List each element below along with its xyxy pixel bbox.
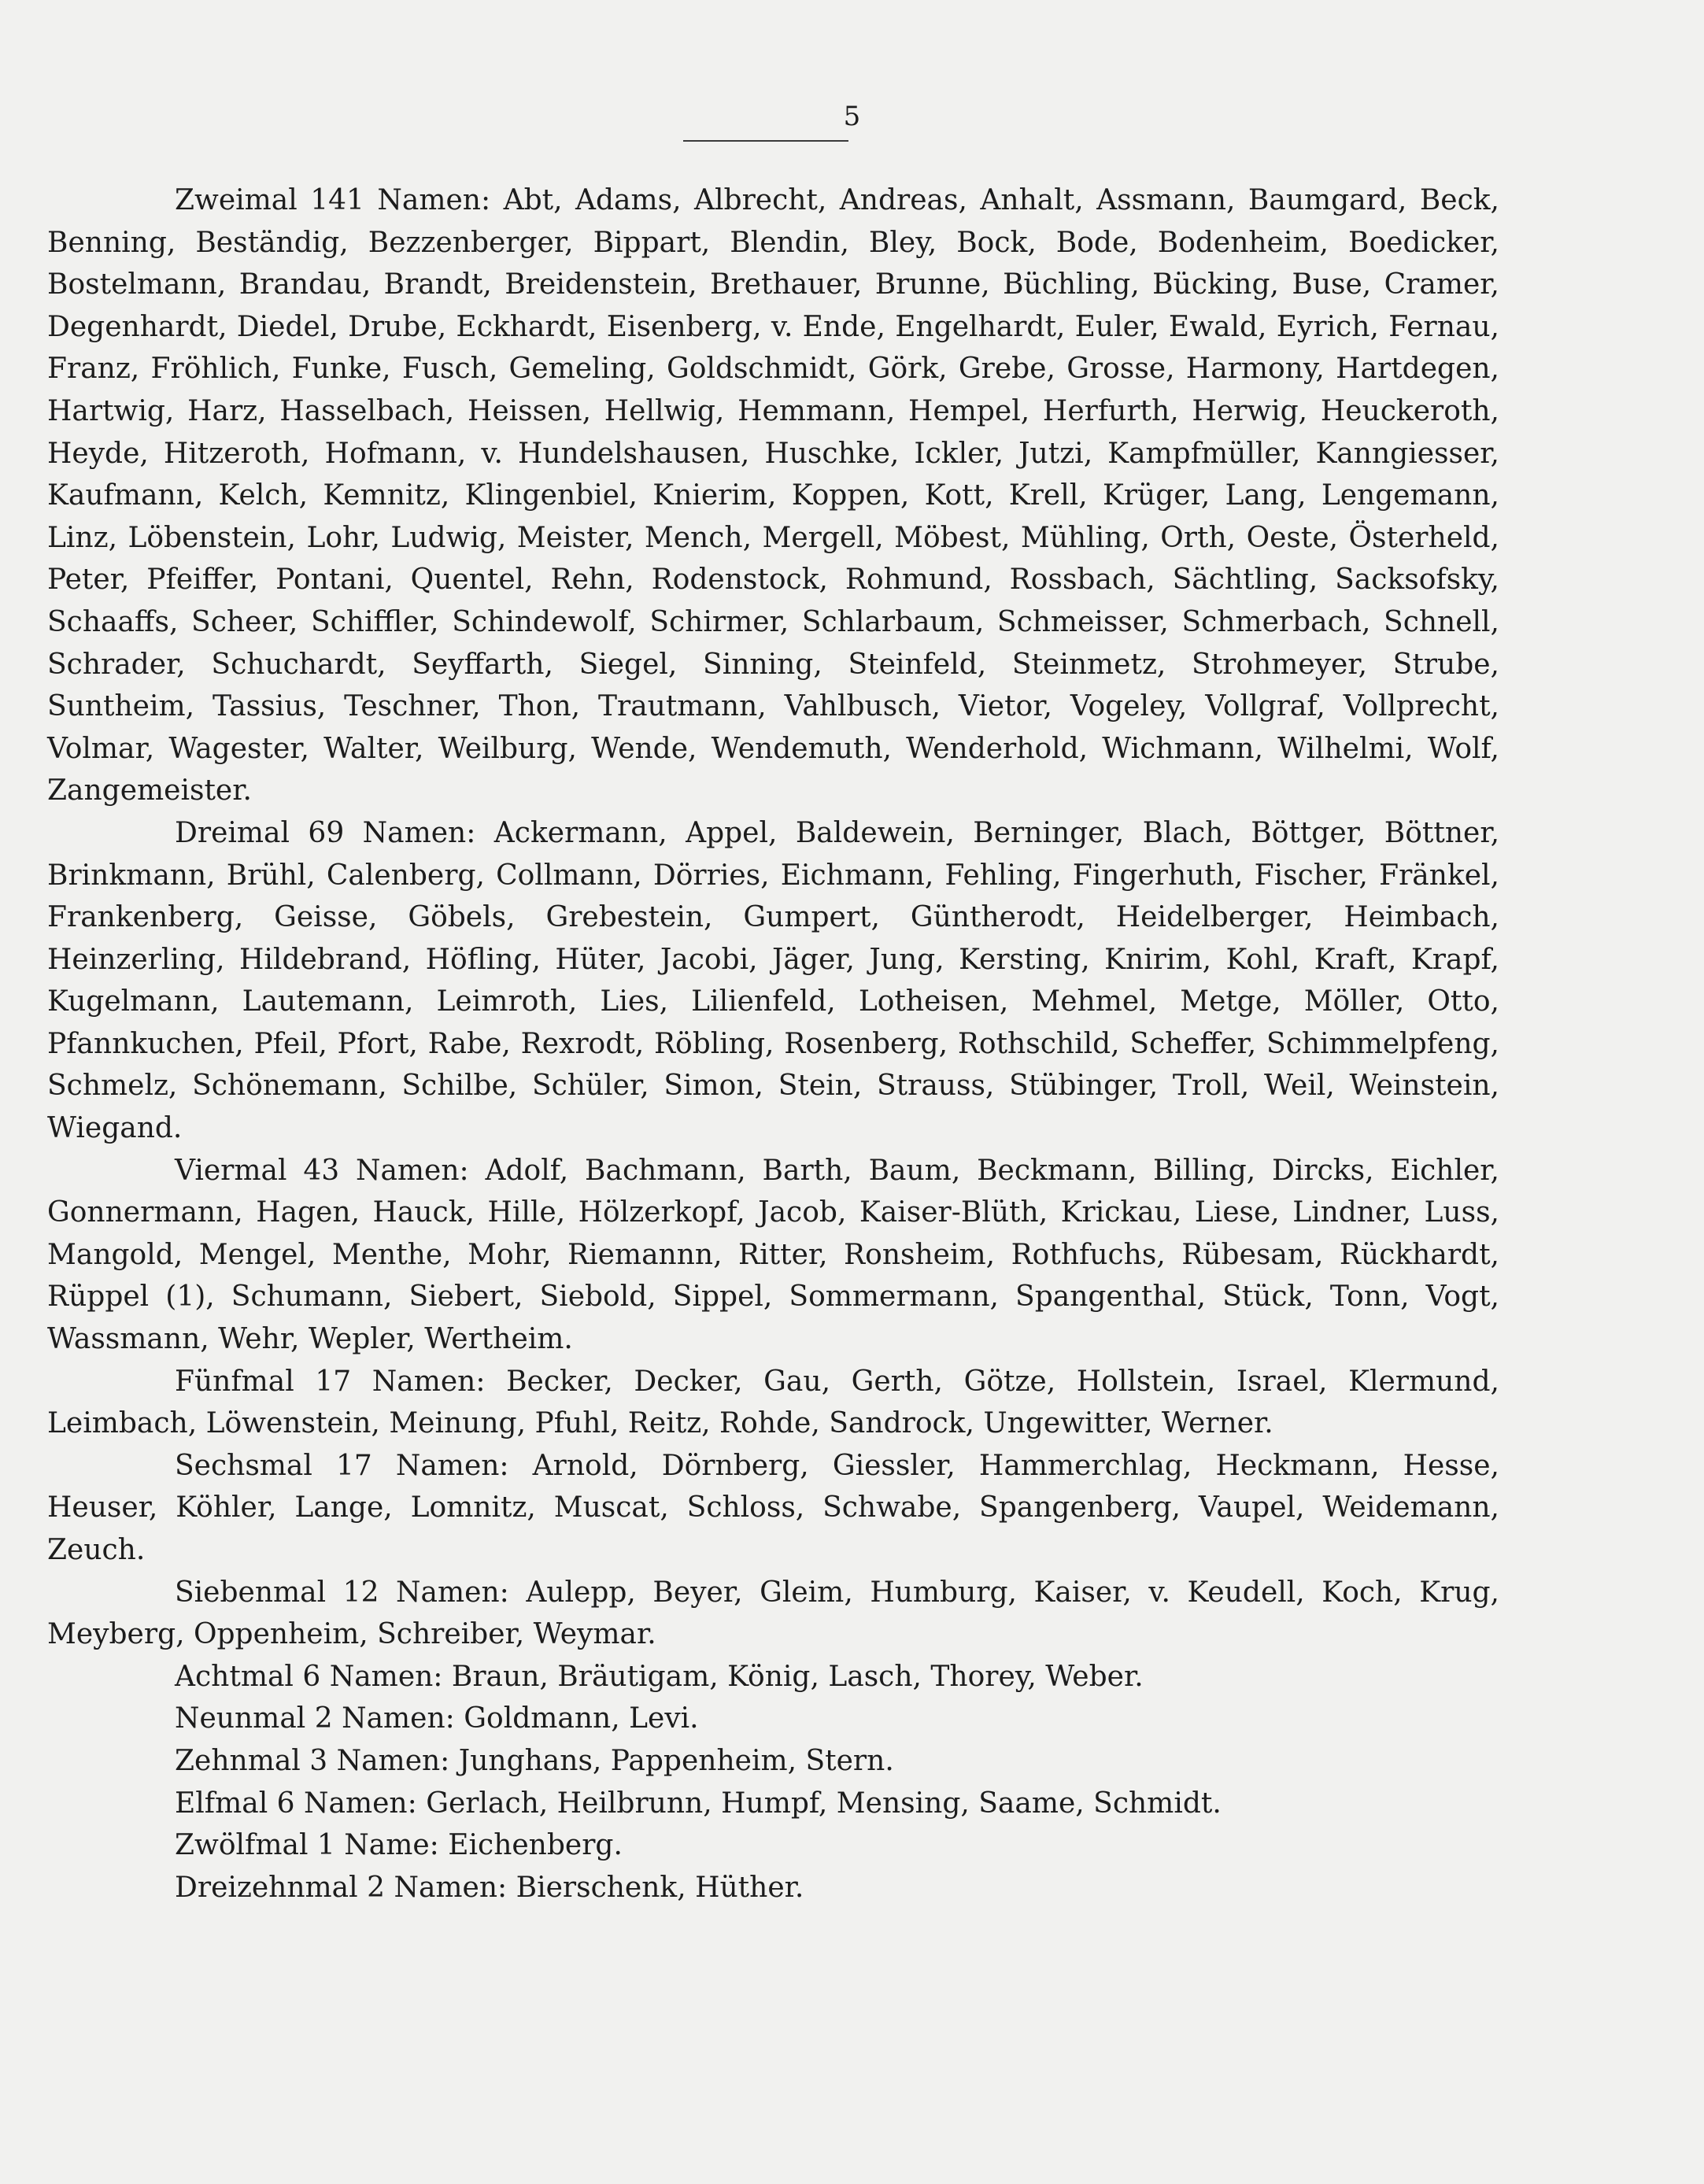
entry-fuenfmal [47, 1361, 1499, 1445]
header-rule [683, 140, 848, 142]
entry-dreimal [47, 812, 1499, 1150]
entry-zehnmal [47, 1740, 1499, 1783]
entry-head: Neunmal 2 Namen: [175, 1702, 455, 1735]
entry-names: Abt, Adams, Albrecht, Andreas, Anhalt, Assmann, Baumgard, Beck, Benning, Beständig, Bezzenberger, Bippart, Blendin, Bley, Bock, Bode, Bodenheim, Boedicker, Bostelmann, Brandau, Brandt, Breidenstein, Brethauer, Brunne, Büchling, Bücking, Buse, Cramer, Degenhardt, Diedel, Drube, Eckhardt, Eisenberg, v. Ende, Engelhardt, Euler, Ewald, Eyrich, Fernau, Franz, Fröhlich, Funke, Fusch, Gemeling, Goldschmidt, Görk, Grebe, Grosse, Harmony, Hartdegen, Hartwig, Harz, Hasselbach, Heissen, Hellwig, Hemmann, Hempel, Herfurth, Herwig, Heuckeroth, Heyde, Hitzeroth, Hofmann, v. Hundelshausen, Huschke, Ickler, Jutzi, Kampfmüller, Kanngiesser, Kaufmann, Kelch, Kemnitz, Klingenbiel, Knierim, Koppen, Kott, Krell, Krüger, Lang, Lengemann, Linz, Löbenstein, Lohr, Ludwig, Meister, Mench, Mergell, Möbest, Mühling, Orth, Oeste, Österheld, Peter, Pfeiffer, Pontani, Quentel, Rehn, Rodenstock, Rohmund, Rossbach, Sächtling, Sacksofsky, Schaaffs, Scheer, Schiffler, Schindewolf, Schirmer, Schlarbaum, Schmeisser, Schmerbach, Schnell, Schrader, Schuchardt, Seyffarth, Siegel, Sinning, Steinfeld, Steinmetz, Strohmeyer, Strube, Suntheim, Tassius, Teschner, Thon, Trautmann, Vahlbusch, Vietor, Vogeley, Vollgraf, Vollprecht, Volmar, Wagester, Walter, Weilburg, Wende, Wendemuth, Wenderhold, Wichmann, Wilhelmi, Wolf, Zangemeister. [47, 184, 1499, 807]
entry-head: Zweimal 141 Namen: [175, 184, 491, 216]
entry-head: Elfmal 6 Namen: [175, 1787, 417, 1820]
entry-elfmal [47, 1783, 1499, 1825]
entry-zweimal [47, 179, 1499, 812]
entry-sechsmal [47, 1445, 1499, 1572]
entry-names: Gerlach, Heilbrunn, Humpf, Mensing, Saame, Schmidt. [426, 1787, 1222, 1820]
page-number: 5 [843, 101, 861, 132]
entry-names: Braun, Bräutigam, König, Lasch, Thorey, Weber. [451, 1660, 1144, 1693]
entry-head: Siebenmal 12 Namen: [175, 1576, 509, 1609]
name-list [47, 179, 1499, 1909]
entry-names: Junghans, Pappenheim, Stern. [458, 1744, 894, 1777]
entry-names: Goldmann, Levi. [464, 1702, 699, 1735]
entry-dreizehnmal [47, 1867, 1499, 1909]
entry-head: Achtmal 6 Namen: [175, 1660, 443, 1693]
entry-names: Arnold, Dörnberg, Giessler, Hammerchlag, Heckmann, Hesse, Heuser, Köhler, Lange, Lomnitz, Muscat, Schloss, Schwabe, Spangenberg, Vaupel, Weidemann, Zeuch. [47, 1449, 1499, 1566]
entry-head: Dreizehnmal 2 Namen: [175, 1871, 508, 1904]
entry-head: Fünfmal 17 Namen: [175, 1365, 486, 1398]
entry-names: Eichenberg. [448, 1829, 623, 1862]
entry-head: Dreimal 69 Namen: [175, 816, 476, 849]
entry-names: Aulepp, Beyer, Gleim, Humburg, Kaiser, v. Keudell, Koch, Krug, Meyberg, Oppenheim, Schreiber, Weymar. [47, 1576, 1500, 1651]
entry-siebenmal [47, 1572, 1499, 1656]
entry-head: Zehnmal 3 Namen: [175, 1744, 450, 1777]
entry-names: Becker, Decker, Gau, Gerth, Götze, Hollstein, Israel, Klermund, Leimbach, Löwenstein, Meinung, Pfuhl, Reitz, Rohde, Sandrock, Ungewitter, Werner. [47, 1365, 1499, 1440]
entry-neunmal [47, 1698, 1499, 1740]
entry-head: Zwölfmal 1 Name: [175, 1829, 439, 1862]
entry-head: Viermal 43 Namen: [175, 1154, 469, 1187]
entry-names: Bierschenk, Hüther. [516, 1871, 804, 1904]
entry-viermal [47, 1150, 1499, 1361]
entry-achtmal [47, 1656, 1499, 1698]
entry-head: Sechsmal 17 Namen: [175, 1449, 509, 1482]
entry-names: Ackermann, Appel, Baldewein, Berninger, Blach, Böttger, Böttner, Brinkmann, Brühl, Calenberg, Collmann, Dörries, Eichmann, Fehling, Fingerhuth, Fischer, Fränkel, Frankenberg, Geisse, Göbels, Grebestein, Gumpert, Güntherodt, Heidelberger, Heimbach, Heinzerling, Hildebrand, Höfling, Hüter, Jacobi, Jäger, Jung, Kersting, Knirim, Kohl, Kraft, Krapf, Kugelmann, Lautemann, Leimroth, Lies, Lilienfeld, Lotheisen, Mehmel, Metge, Möller, Otto, Pfannkuchen, Pfeil, Pfort, Rabe, Rexrodt, Röbling, Rosenberg, Rothschild, Scheffer, Schimmelpfeng, Schmelz, Schönemann, Schilbe, Schüler, Simon, Stein, Strauss, Stübinger, Troll, Weil, Weinstein, Wiegand. [47, 816, 1500, 1145]
entry-names: Adolf, Bachmann, Barth, Baum, Beckmann, Billing, Dircks, Eichler, Gonnermann, Hagen, Hauck, Hille, Hölzerkopf, Jacob, Kaiser-Blüth, Krickau, Liese, Lindner, Luss, Mangold, Mengel, Menthe, Mohr, Riemannn, Ritter, Ronsheim, Rothfuchs, Rübesam, Rückhardt, Rüppel (1), Schumann, Siebert, Siebold, Sippel, Sommermann, Spangenthal, Stück, Tonn, Vogt, Wassmann, Wehr, Wepler, Wertheim. [47, 1154, 1499, 1356]
entry-zwoelfmal [47, 1824, 1499, 1867]
